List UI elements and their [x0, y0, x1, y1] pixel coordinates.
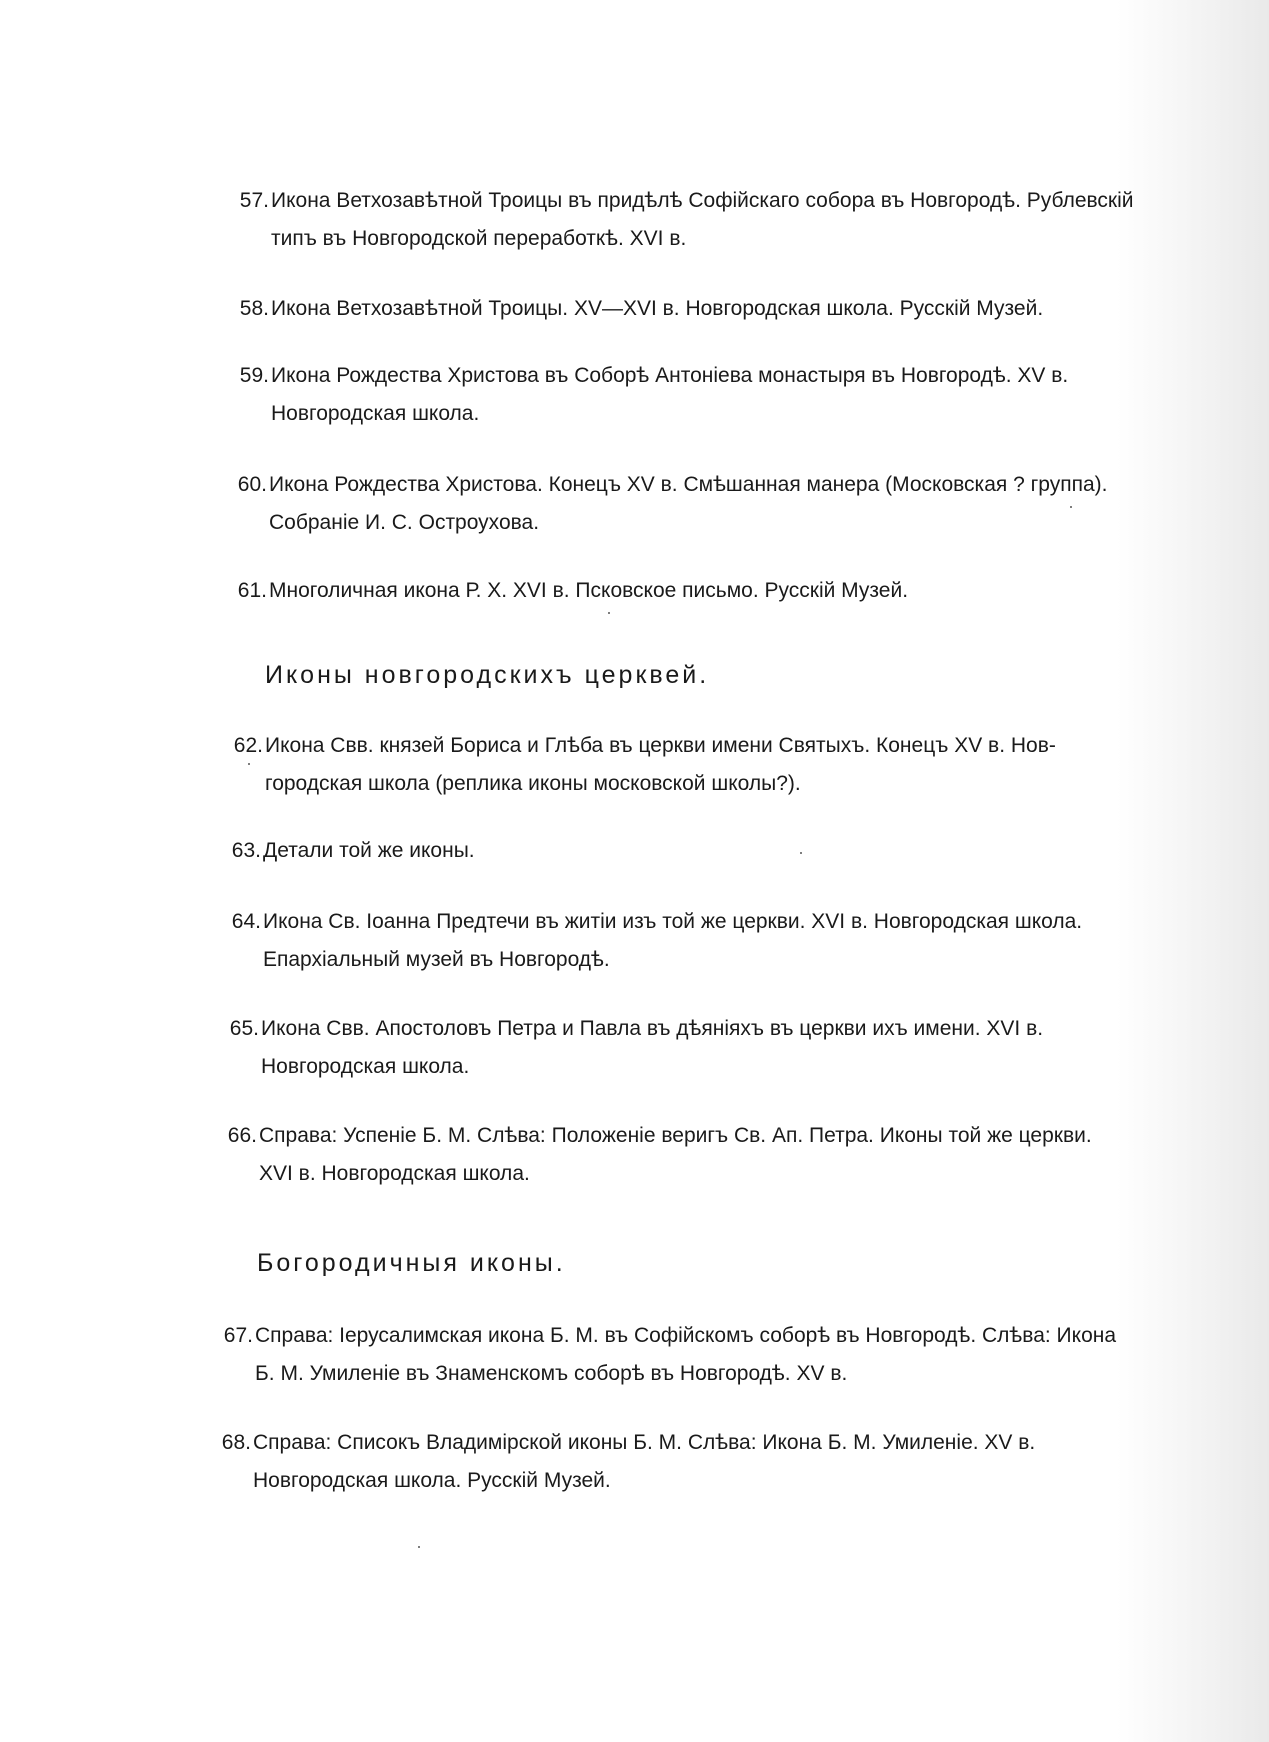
list-item: [239, 290, 1211, 328]
entry-text-line: Детали той же иконы.: [263, 839, 475, 862]
entry-number: 60.: [237, 473, 267, 496]
scan-speck: [1070, 506, 1072, 508]
list-item: [231, 832, 1203, 870]
list-item: [229, 1010, 1201, 1086]
scan-speck: [248, 763, 250, 765]
list-item: [231, 903, 1203, 979]
entry-text-line: Справа: Іерусалимская икона Б. М. въ Софійскомъ соборѣ въ Новгородѣ. Слѣва: Икона: [255, 1324, 1117, 1347]
entry-text-line: Икона Ветхозавѣтной Троицы въ придѣлѣ Софійскаго собора въ Новгородѣ. Рублевскій: [271, 189, 1134, 212]
list-item: [223, 1317, 1195, 1393]
entry-text-line: Многоличная икона Р. Х. XVI в. Псковское письмо. Русскій Музей.: [269, 579, 909, 602]
entry-text-line: Икона Рождества Христова въ Соборѣ Антоніева монастыря въ Новгородѣ. XV в.: [271, 364, 1069, 387]
entry-text-line: Новгородская школа. Русскій Музей.: [253, 1469, 611, 1492]
entry-number: 64.: [231, 910, 261, 933]
scan-speck: [418, 1546, 420, 1548]
entry-text-line: Епархіальный музей въ Новгородѣ.: [263, 948, 610, 971]
list-item: [239, 357, 1211, 433]
list-item: [237, 466, 1209, 542]
entry-number: 61.: [237, 579, 267, 602]
entry-text-line: Справа: Списокъ Владимірской иконы Б. М. Слѣва: Икона Б. М. Умиленіе. XV в.: [253, 1431, 1036, 1454]
scan-speck: [800, 852, 802, 854]
list-item: [221, 1424, 1193, 1500]
entry-text-line: типъ въ Новгородской переработкѣ. XVI в.: [271, 227, 687, 250]
entry-number: 59.: [239, 364, 269, 387]
section-heading: Богородичныя иконы.: [257, 1249, 566, 1277]
entry-text-line: Новгородская школа.: [271, 402, 480, 425]
entry-text-line: Икона Рождества Христова. Конецъ XV в. Смѣшанная манера (Московская ? группа).: [269, 473, 1108, 496]
entry-text-line: Икона Ветхозавѣтной Троицы. XV—XVI в. Новгородская школа. Русскій Музей.: [271, 297, 1044, 320]
entry-number: 65.: [229, 1017, 259, 1040]
entry-text-line: Икона Свв. князей Бориса и Глѣба въ церкви имени Святыхъ. Конецъ XV в. Нов-: [265, 734, 1056, 757]
entry-number: 68.: [221, 1431, 251, 1454]
entry-number: 66.: [227, 1124, 257, 1147]
entry-text-line: Икона Свв. Апостоловъ Петра и Павла въ дѣяніяхъ въ церкви ихъ имени. XVI в.: [261, 1017, 1044, 1040]
entry-text-line: Икона Св. Іоанна Предтечи въ житіи изъ той же церкви. XVI в. Новгородская школа.: [263, 910, 1083, 933]
entry-text-line: Справа: Успеніе Б. М. Слѣва: Положеніе веригъ Св. Ап. Петра. Иконы той же церкви.: [259, 1124, 1092, 1147]
entry-text-line: XVI в. Новгородская школа.: [259, 1162, 530, 1185]
list-item: [227, 1117, 1199, 1193]
entry-number: 58.: [239, 297, 269, 320]
scan-speck: [608, 612, 610, 614]
entry-number: 63.: [231, 839, 261, 862]
entry-text-line: Б. М. Умиленіе въ Знаменскомъ соборѣ въ Новгородѣ. XV в.: [255, 1362, 848, 1385]
entry-number: 62.: [233, 734, 263, 757]
entry-text-line: Собраніе И. С. Остроухова.: [269, 511, 540, 534]
entry-number: 67.: [223, 1324, 253, 1347]
list-item: [239, 182, 1176, 258]
section-heading: Иконы новгородскихъ церквей.: [265, 661, 710, 689]
list-item: [237, 572, 1209, 610]
entry-text-line: Новгородская школа.: [261, 1055, 470, 1078]
entry-text-line: городская школа (реплика иконы московской школы?).: [265, 772, 801, 795]
list-item: [233, 727, 1205, 803]
entry-number: 57.: [239, 189, 269, 212]
